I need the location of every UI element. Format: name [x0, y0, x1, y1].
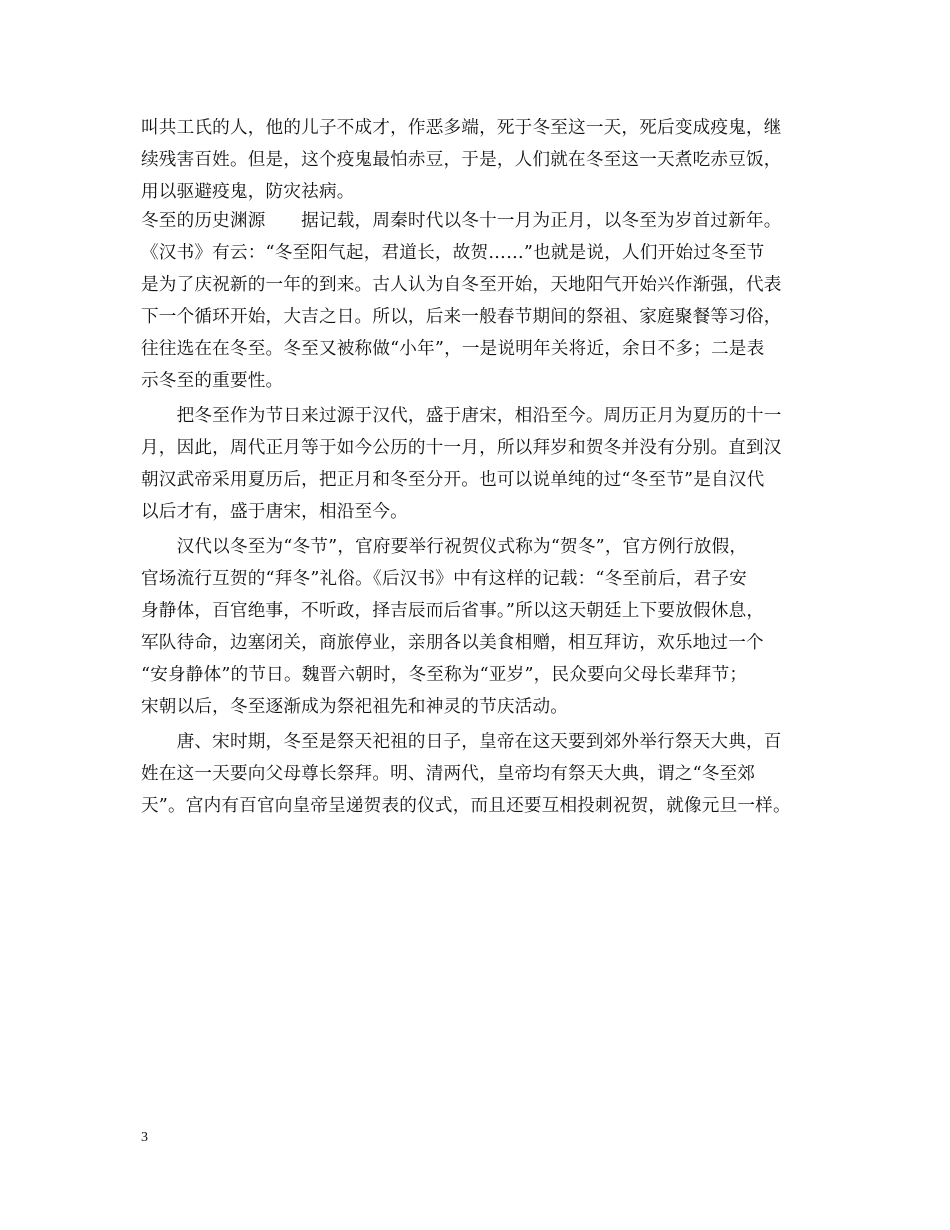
- text-line: 天”。宫内有百官向皇帝呈递贺表的仪式，而且还要互相投刺祝贺，就像元旦一样。: [141, 796, 791, 816]
- text-line: 宋朝以后，冬至逐渐成为祭祀祖先和神灵的节庆活动。: [141, 697, 569, 717]
- text-line: 朝汉武帝采用夏历后，把正月和冬至分开。也可以说单纯的过“冬至节”是自汉代: [141, 470, 765, 490]
- page-number: 3: [141, 1130, 148, 1145]
- body-text: [141, 112, 821, 822]
- paragraph-start-line: 汉代以冬至为“冬节”，官府要举行祝贺仪式称为“贺冬”，官方例行放假，: [141, 537, 748, 557]
- text-line: 身静体，百官绝事，不听政，择吉辰而后省事。”所以这天朝廷上下要放假休息，: [141, 601, 765, 621]
- text-line: 用以驱避疫鬼，防灾祛病。: [141, 182, 355, 202]
- text-line: 是为了庆祝新的一年的到来。古人认为自冬至开始，天地阳气开始兴作渐强，代表: [141, 275, 782, 295]
- text-line: 姓在这一天要向父母尊长祭拜。明、清两代，皇帝均有祭天大典，谓之“冬至郊: [141, 764, 756, 784]
- text-line: 叫共工氏的人，他的儿子不成才，作恶多端，死于冬至这一天，死后变成疫鬼，继: [141, 118, 782, 138]
- text-line: 下一个循环开始，大吉之日。所以，后来一般春节期间的祭祖、家庭聚餐等习俗，: [141, 307, 782, 327]
- text-line: “安身静体”的节日。魏晋六朝时，冬至称为“亚岁”，民众要向父母长辈拜节；: [141, 665, 748, 685]
- text-line: 军队待命，边塞闭关，商旅停业，亲朋各以美食相赠，相互拜访，欢乐地过一个: [141, 633, 764, 653]
- text-line: 官场流行互贺的“拜冬”礼俗。《后汉书》中有这样的记载：“冬至前后，君子安: [141, 569, 747, 589]
- text-line: 示冬至的重要性。: [141, 371, 284, 391]
- text-line: 续残害百姓。但是，这个疫鬼最怕赤豆，于是，人们就在冬至这一天煮吃赤豆饭，: [141, 150, 782, 170]
- text-line: 往往选在在冬至。冬至又被称做“小年”，一是说明年关将近，余日不多；二是表: [141, 339, 765, 359]
- section-heading-line: 冬至的历史渊源 据记载，周秦时代以冬十一月为正月，以冬至为岁首过新年。: [141, 211, 782, 231]
- text-line: 以后才有，盛于唐宋，相沿至今。: [141, 502, 408, 522]
- text-line: 月，因此，周代正月等于如今公历的十一月，所以拜岁和贺冬并没有分别。直到汉: [141, 438, 782, 458]
- paragraph-start-line: 唐、宋时期，冬至是祭天祀祖的日子，皇帝在这天要到郊外举行祭天大典，百: [141, 732, 782, 752]
- paragraph-start-line: 把冬至作为节日来过源于汉代，盛于唐宋，相沿至今。周历正月为夏历的十一: [141, 406, 782, 426]
- text-line: 《汉书》有云：“冬至阳气起，君道长，故贺……”也就是说，人们开始过冬至节: [141, 243, 765, 263]
